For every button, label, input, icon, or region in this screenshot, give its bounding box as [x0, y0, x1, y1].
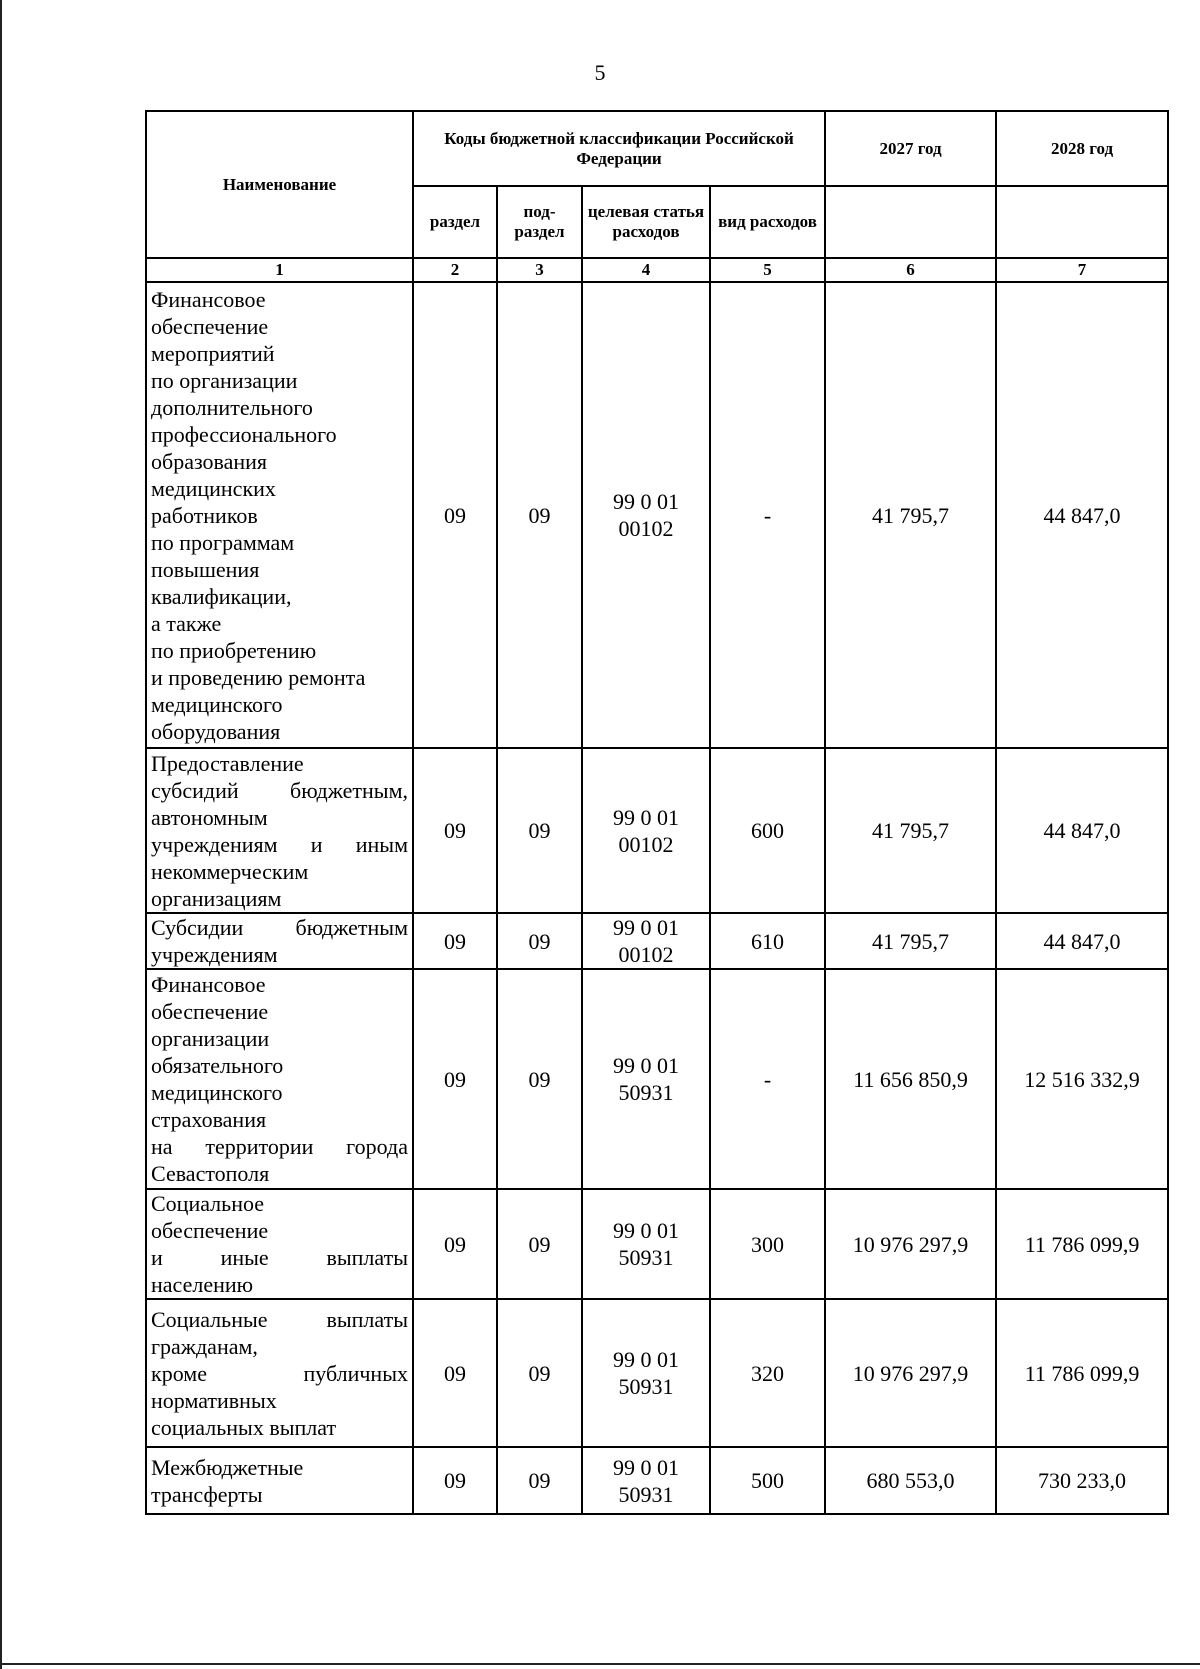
row-amount-2027-cell: 10 976 297,9 [825, 1189, 996, 1299]
row-name-line: на территории города [151, 1134, 408, 1159]
row-target-article-part: 50931 [618, 1374, 674, 1399]
budget-table [145, 110, 1169, 1515]
row-subsection-cell: 09 [497, 1299, 582, 1447]
row-expense-type-cell: - [710, 282, 825, 748]
header-name: Наименование [146, 111, 413, 258]
row-name-line: по приобретению [151, 637, 317, 663]
row-name-line: Субсидии бюджетным [151, 915, 408, 940]
row-name-line: Финансовое [151, 286, 266, 312]
row-expense-type-cell: - [710, 969, 825, 1189]
column-number: 3 [497, 258, 582, 282]
page-left-border [0, 0, 2, 1669]
row-target-article-part: 99 0 01 [613, 1218, 679, 1243]
row-amount-2028-cell: 11 786 099,9 [996, 1189, 1168, 1299]
row-section-cell: 09 [413, 969, 497, 1189]
row-name-line: профессионального [151, 421, 337, 447]
row-name-line: Социальные выплаты [151, 1306, 408, 1332]
row-name-line: обязательного [151, 1053, 284, 1078]
row-amount-2027-cell: 10 976 297,9 [825, 1299, 996, 1447]
row-name-line: субсидий бюджетным, [151, 777, 408, 803]
row-amount-2028-cell: 44 847,0 [996, 913, 1168, 969]
row-name-line: трансферты [151, 1481, 263, 1507]
row-name-line: дополнительного [151, 394, 313, 420]
column-number: 1 [146, 258, 413, 282]
row-name-line: работников [151, 502, 258, 528]
header-subsection: под-раздел [497, 186, 582, 258]
row-target-article-part: 00102 [618, 942, 674, 967]
row-name-cell [146, 969, 413, 1189]
row-subsection-cell: 09 [497, 748, 582, 913]
column-number: 4 [582, 258, 710, 282]
row-target-article-part: 99 0 01 [613, 489, 679, 514]
row-target-article-part: 50931 [618, 1481, 674, 1507]
row-name-line: мероприятий [151, 340, 275, 366]
header-row-top [146, 111, 1168, 186]
table-row [146, 969, 1168, 1189]
header-year-2028-empty [996, 186, 1168, 258]
row-name-line: по программам [151, 529, 295, 555]
header-year-2027: 2027 год [825, 111, 996, 186]
header-target-article: целевая статья расходов [582, 186, 710, 258]
table-body [146, 282, 1168, 1514]
header-section: раздел [413, 186, 497, 258]
row-amount-2028-cell: 730 233,0 [996, 1447, 1168, 1514]
row-name-line: медицинского [151, 1080, 283, 1105]
row-name-line: гражданам, [151, 1333, 258, 1359]
row-target-article-cell [582, 1299, 710, 1447]
column-number-row [146, 258, 1168, 282]
row-name-cell [146, 748, 413, 913]
row-name-line: по организации [151, 367, 298, 393]
row-name-cell [146, 913, 413, 969]
row-subsection-cell: 09 [497, 969, 582, 1189]
row-name-line: квалификации, [151, 583, 292, 609]
row-expense-type-cell: 300 [710, 1189, 825, 1299]
row-amount-2027-cell: 41 795,7 [825, 282, 996, 748]
row-expense-type-cell: 600 [710, 748, 825, 913]
row-name-cell [146, 1447, 413, 1514]
column-number: 5 [710, 258, 825, 282]
table-row [146, 1447, 1168, 1514]
row-amount-2027-cell: 11 656 850,9 [825, 969, 996, 1189]
row-name-line: Межбюджетные [151, 1454, 304, 1480]
page-number: 5 [594, 60, 606, 85]
row-name-line: обеспечение [151, 999, 269, 1024]
row-target-article-cell [582, 913, 710, 969]
row-target-article-part: 99 0 01 [613, 1347, 679, 1372]
row-name-line: обеспечение [151, 1218, 269, 1243]
row-section-cell: 09 [413, 748, 497, 913]
row-target-article-cell [582, 969, 710, 1189]
row-target-article-part: 99 0 01 [613, 804, 679, 830]
row-name-line: образования [151, 448, 268, 474]
row-amount-2028-cell: 11 786 099,9 [996, 1299, 1168, 1447]
row-section-cell: 09 [413, 1189, 497, 1299]
row-subsection-cell: 09 [497, 1189, 582, 1299]
table-row [146, 913, 1168, 969]
row-name-cell [146, 1189, 413, 1299]
row-name-line: кроме публичных [151, 1360, 408, 1386]
row-subsection-cell: 09 [497, 1447, 582, 1514]
row-name-line: а также [151, 610, 222, 636]
page-bottom-border [0, 1663, 1200, 1665]
row-amount-2027-cell: 41 795,7 [825, 913, 996, 969]
row-expense-type-cell: 610 [710, 913, 825, 969]
row-name-line: организациям [151, 885, 282, 911]
header-codes-group: Коды бюджетной классификации Российской Федерации [413, 111, 825, 186]
column-number: 7 [996, 258, 1168, 282]
row-subsection-cell: 09 [497, 282, 582, 748]
row-name-cell [146, 1299, 413, 1447]
table-row [146, 1299, 1168, 1447]
row-name-line: некоммерческим [151, 858, 309, 884]
row-target-article-cell [582, 748, 710, 913]
row-section-cell: 09 [413, 1447, 497, 1514]
column-number: 2 [413, 258, 497, 282]
row-name-line: Финансовое [151, 972, 266, 997]
row-name-line: и проведению ремонта [151, 664, 366, 690]
row-name-line: и иные выплаты [151, 1245, 408, 1270]
row-name-line: социальных выплат [151, 1414, 337, 1440]
row-section-cell: 09 [413, 1299, 497, 1447]
row-subsection-cell: 09 [497, 913, 582, 969]
row-target-article-part: 99 0 01 [613, 1454, 679, 1480]
row-target-article-part: 00102 [618, 516, 674, 541]
row-name-line: учреждениям [151, 942, 278, 967]
table-row [146, 1189, 1168, 1299]
row-name-line: населению [151, 1272, 254, 1297]
row-name-line: обеспечение [151, 313, 269, 339]
row-expense-type-cell: 320 [710, 1299, 825, 1447]
row-target-article-part: 00102 [618, 831, 674, 857]
row-name-line: организации [151, 1026, 270, 1051]
row-name-line: медицинского [151, 691, 283, 717]
row-target-article-part: 99 0 01 [613, 1053, 679, 1078]
row-name-line: оборудования [151, 718, 281, 744]
row-name-line: Севастополя [151, 1161, 270, 1186]
row-name-line: Социальное [151, 1191, 264, 1216]
row-target-article-cell [582, 282, 710, 748]
row-name-line: страхования [151, 1107, 267, 1132]
table-row [146, 748, 1168, 913]
row-name-line: Предоставление [151, 750, 304, 776]
row-target-article-cell [582, 1447, 710, 1514]
row-name-line: учреждениям и иным [151, 831, 408, 857]
row-section-cell: 09 [413, 913, 497, 969]
row-amount-2028-cell: 44 847,0 [996, 748, 1168, 913]
row-amount-2028-cell: 44 847,0 [996, 282, 1168, 748]
header-expense-type: вид расходов [710, 186, 825, 258]
row-name-cell [146, 282, 413, 748]
row-amount-2028-cell: 12 516 332,9 [996, 969, 1168, 1189]
table-row [146, 282, 1168, 748]
row-expense-type-cell: 500 [710, 1447, 825, 1514]
row-target-article-part: 99 0 01 [613, 915, 679, 940]
row-target-article-cell [582, 1189, 710, 1299]
row-target-article-part: 50931 [618, 1080, 674, 1105]
row-name-line: нормативных [151, 1387, 277, 1413]
row-amount-2027-cell: 680 553,0 [825, 1447, 996, 1514]
header-year-2028: 2028 год [996, 111, 1168, 186]
row-target-article-part: 50931 [618, 1245, 674, 1270]
row-section-cell: 09 [413, 282, 497, 748]
column-number: 6 [825, 258, 996, 282]
row-name-line: автономным [151, 804, 268, 830]
row-name-line: повышения [151, 556, 260, 582]
header-year-2027-empty [825, 186, 996, 258]
row-name-line: медицинских [151, 475, 276, 501]
row-amount-2027-cell: 41 795,7 [825, 748, 996, 913]
